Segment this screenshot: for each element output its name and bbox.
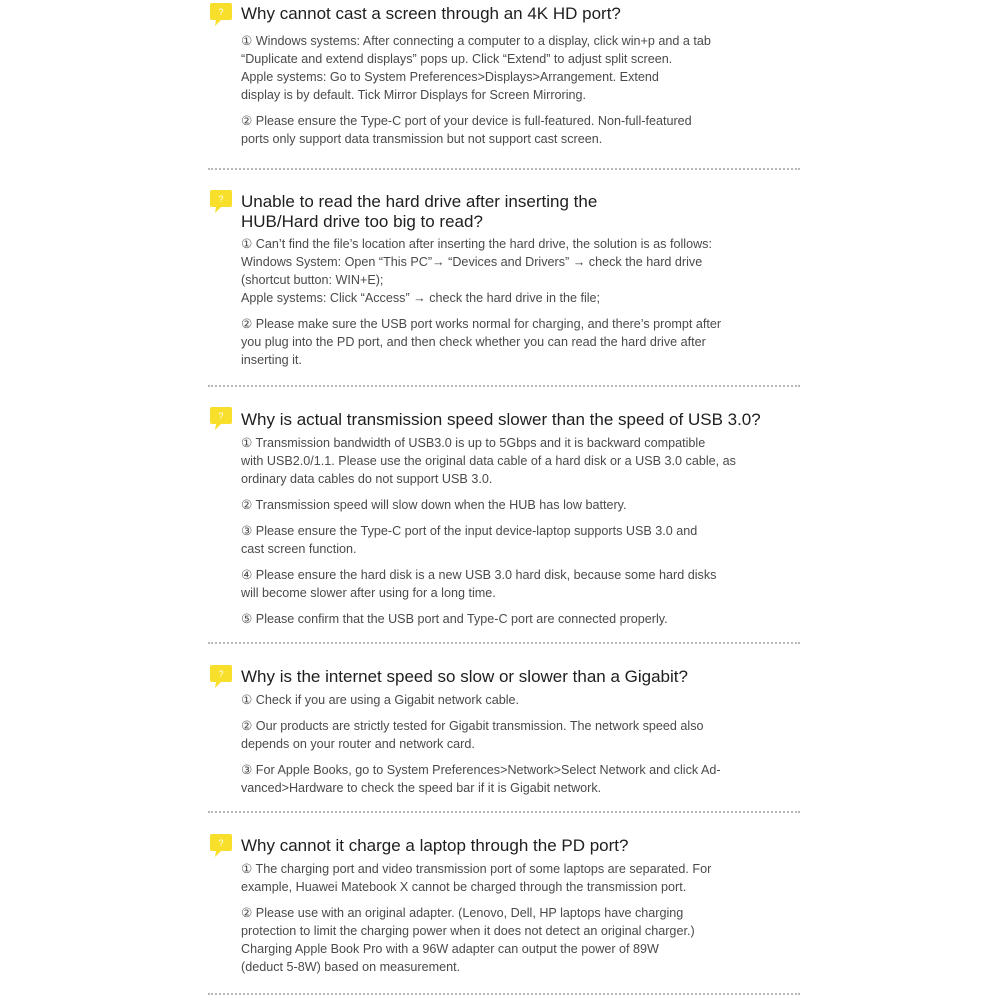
faq-question: Why is the internet speed so slow or slower than a Gigabit?: [241, 667, 688, 686]
answer-paragraph: ① Can’t find the file’s location after inserting the hard drive, the solution is as follows: Windows System: Open “This PC”→ “Devices and Drivers” → check the hard drive (shortcut button: WIN+E); Apple systems: Click “Access” → check the hard drive in the file;: [241, 237, 712, 305]
icon-symbol: ?: [218, 7, 224, 17]
dotted-divider: [208, 385, 800, 387]
faq-question: Why cannot cast a screen through an 4K HD port?: [241, 4, 621, 23]
icon-symbol: ?: [218, 669, 224, 679]
question-bubble-icon: [210, 190, 232, 214]
dotted-divider: [208, 168, 800, 170]
question-bubble-icon: [210, 3, 232, 27]
dotted-divider: [208, 811, 800, 813]
answer-paragraph: ⑤ Please confirm that the USB port and Type-C port are connected properly.: [241, 612, 668, 626]
dotted-divider: [208, 993, 800, 995]
answer-paragraph: ② Our products are strictly tested for Gigabit transmission. The network speed also depends on your router and network card.: [241, 719, 704, 751]
answer-paragraph: ③ For Apple Books, go to System Preferences>Network>Select Network and click Ad- vanced>Hardware to check the speed bar if it is Gigabit network.: [241, 763, 721, 795]
answer-paragraph: ② Please make sure the USB port works normal for charging, and there’s prompt after you plug into the PD port, and then check whether you can read the hard drive after inserting it.: [241, 317, 722, 367]
question-bubble-icon: [210, 834, 232, 858]
icon-symbol: ?: [218, 411, 224, 421]
icon-symbol: ?: [218, 194, 224, 204]
faq-answer: [241, 235, 786, 377]
faq-answer: [241, 860, 786, 984]
answer-paragraph: ② Transmission speed will slow down when the HUB has low battery.: [241, 498, 627, 512]
answer-paragraph: ② Please use with an original adapter. (Lenovo, Dell, HP laptops have charging protection to limit the charging power when it does not detect an original charger.) Charging Apple Book Pro with a 96W adapter can output the power of 89W (deduct 5-8W) based on measurement.: [241, 906, 695, 974]
faq-answer: [241, 691, 786, 805]
faq-answer: [241, 32, 786, 156]
question-bubble-icon: [210, 665, 232, 689]
answer-paragraph: ③ Please ensure the Type-C port of the input device-laptop supports USB 3.0 and cast screen function.: [241, 524, 698, 556]
answer-paragraph: ① Check if you are using a Gigabit network cable.: [241, 693, 519, 707]
icon-symbol: ?: [218, 838, 224, 848]
answer-paragraph: ② Please ensure the Type-C port of your device is full-featured. Non-full-featured ports only support data transmission but not support cast screen.: [241, 114, 692, 146]
faq-question: Why cannot it charge a laptop through the PD port?: [241, 836, 629, 855]
faq-question: Unable to read the hard drive after inserting the HUB/Hard drive too big to read?: [241, 192, 598, 231]
answer-paragraph: ① Transmission bandwidth of USB3.0 is up to 5Gbps and it is backward compatible with USB2.0/1.1. Please use the original data cable of a hard disk or a USB 3.0 cable, as ordinary data cables do not support USB 3.0.: [241, 436, 736, 486]
faq-question: Why is actual transmission speed slower than the speed of USB 3.0?: [241, 410, 761, 429]
dotted-divider: [208, 642, 800, 644]
answer-paragraph: ① Windows systems: After connecting a computer to a display, click win+p and a tab “Duplicate and extend displays” pops up. Click “Extend” to adjust split screen. Apple systems: Go to System Preferences>Displays>Arrangement. Extend display is by default. Tick Mirror Displays for Screen Mirroring.: [241, 34, 711, 102]
question-bubble-icon: [210, 407, 232, 431]
answer-paragraph: ④ Please ensure the hard disk is a new USB 3.0 hard disk, because some hard disks will become slower after using for a long time.: [241, 568, 717, 600]
answer-paragraph: ① The charging port and video transmission port of some laptops are separated. For example, Huawei Matebook X cannot be charged through the transmission port.: [241, 862, 712, 894]
faq-answer: [241, 434, 786, 636]
